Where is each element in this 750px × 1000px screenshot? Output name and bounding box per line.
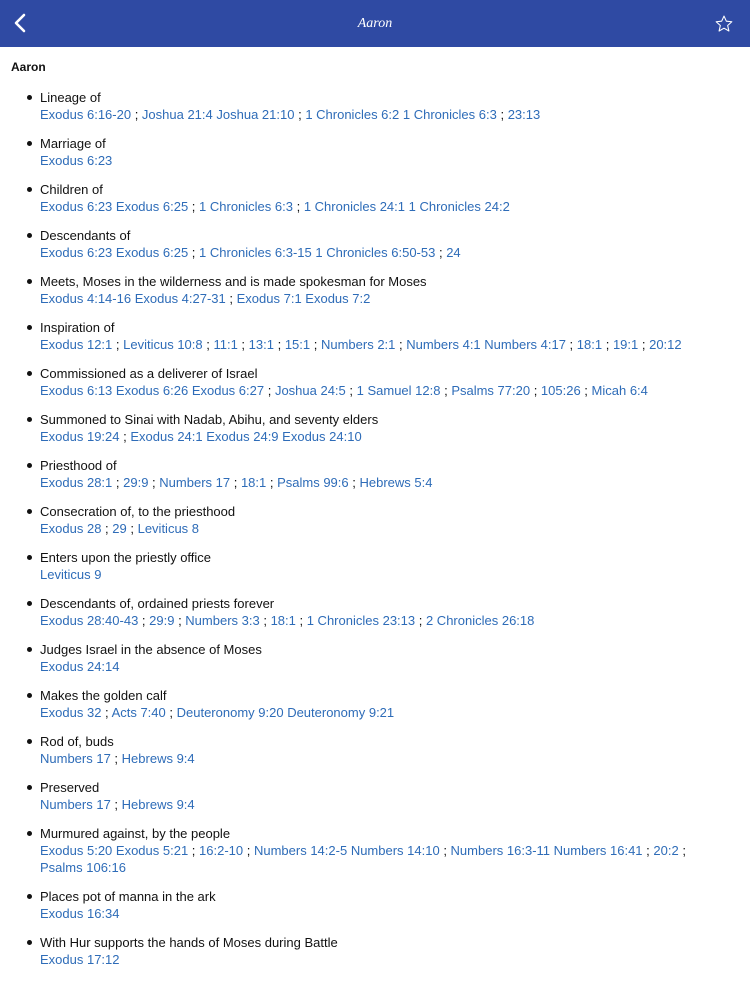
list-item — [0, 181, 750, 215]
verse-link[interactable]: Exodus 6:25 — [115, 245, 189, 260]
verse-link[interactable]: Numbers 17 — [159, 475, 231, 490]
entry-title: Judges Israel in the absence of Moses — [40, 642, 262, 657]
bullet-dot — [27, 601, 32, 606]
verse-link[interactable]: 1 Chronicles 23:13 — [306, 613, 416, 628]
verse-link[interactable]: 18:1 — [576, 337, 603, 352]
list-item — [0, 779, 750, 813]
list-item — [0, 319, 750, 353]
verse-link[interactable]: 19:1 — [612, 337, 639, 352]
verse-link[interactable]: Numbers 16:41 — [553, 843, 643, 858]
entry-title: Inspiration of — [40, 320, 115, 335]
reference-list: Exodus 6:16-20 ; Joshua 21:4 Joshua 21:10 ; 1 Chronicles 6:2 1 Chronicles 6:3 ; 23:13 — [40, 107, 541, 122]
reference-list: Numbers 17 ; Hebrews 9:4 — [40, 797, 195, 812]
verse-link[interactable]: 15:1 — [284, 337, 311, 352]
chevron-left-icon — [13, 13, 27, 33]
verse-link[interactable]: Leviticus 10:8 — [123, 337, 203, 352]
entry-title: Children of — [40, 182, 103, 197]
entry-title: Descendants of — [40, 228, 131, 243]
verse-link[interactable]: 1 Chronicles 6:2 — [305, 107, 400, 122]
bullet-dot — [27, 647, 32, 652]
reference-list — [40, 152, 720, 169]
star-icon — [714, 14, 734, 34]
verse-link[interactable]: 16:2-10 — [199, 843, 244, 858]
verse-link[interactable]: Exodus 6:23 — [40, 199, 113, 214]
favorite-button[interactable] — [710, 10, 738, 38]
list-item — [0, 687, 750, 721]
reference-list — [40, 658, 720, 675]
verse-link[interactable]: Micah 6:4 — [591, 383, 648, 398]
list-item — [0, 549, 750, 583]
list-item — [0, 411, 750, 445]
list-item — [0, 365, 750, 399]
verse-link[interactable]: Numbers 16:3-11 — [450, 843, 551, 858]
verse-link[interactable]: 20:2 — [653, 843, 679, 858]
reference-list — [40, 951, 720, 968]
verse-link[interactable]: Exodus 16:34 — [40, 906, 120, 921]
reference-list: Numbers 17 ; Hebrews 9:4 — [40, 751, 195, 766]
bullet-dot — [27, 371, 32, 376]
verse-link[interactable]: Exodus 4:14-16 — [40, 291, 132, 306]
verse-link[interactable]: Exodus 28 — [40, 521, 102, 536]
reference-list: Exodus 6:23 Exodus 6:25 ; 1 Chronicles 6:3 ; 1 Chronicles 24:1 1 Chronicles 24:2 — [40, 199, 510, 214]
entry-title: Murmured against, by the people — [40, 826, 231, 841]
reference-list: Exodus 28:40-43 ; 29:9 ; Numbers 3:3 ; 18:1 ; 1 Chronicles 23:13 ; 2 Chronicles 26:18 — [40, 613, 535, 628]
bullet-dot — [27, 95, 32, 100]
list-item — [0, 934, 750, 968]
bullet-dot — [27, 187, 32, 192]
entry-title: Enters upon the priestly office — [40, 550, 212, 565]
verse-link[interactable]: Exodus 5:20 — [40, 843, 113, 858]
topic-heading: Aaron — [11, 60, 46, 74]
list-item — [0, 641, 750, 675]
list-item — [0, 825, 750, 876]
verse-link[interactable]: Exodus 6:16-20 — [40, 107, 132, 122]
entry-title: Meets, Moses in the wilderness and is made spokesman for Moses — [40, 274, 427, 289]
reference-list: Exodus 28 ; 29 ; Leviticus 8 — [40, 521, 200, 536]
entry-title: Summoned to Sinai with Nadab, Abihu, and seventy elders — [40, 412, 379, 427]
bullet-dot — [27, 785, 32, 790]
verse-link[interactable]: Exodus 24:9 — [206, 429, 279, 444]
verse-link[interactable]: Numbers 17 — [40, 751, 111, 766]
verse-link[interactable]: 1 Chronicles 24:1 — [303, 199, 405, 214]
verse-link[interactable]: Hebrews 9:4 — [121, 797, 195, 812]
reference-list: Exodus 32 ; Acts 7:40 ; Deuteronomy 9:20 Deuteronomy 9:21 — [40, 705, 395, 720]
verse-link[interactable]: 29:9 — [149, 613, 175, 628]
list-item — [0, 503, 750, 537]
bullet-dot — [27, 417, 32, 422]
verse-link[interactable]: 11:1 — [213, 337, 238, 352]
verse-link[interactable]: Deuteronomy 9:21 — [287, 705, 395, 720]
list-item — [0, 888, 750, 922]
bullet-dot — [27, 325, 32, 330]
verse-link[interactable]: Psalms 77:20 — [451, 383, 531, 398]
verse-link[interactable]: 18:1 — [240, 475, 267, 490]
entry-title: Lineage of — [40, 90, 101, 105]
verse-link[interactable]: Joshua 21:10 — [216, 107, 295, 122]
verse-link[interactable]: Hebrews 5:4 — [359, 475, 433, 490]
verse-link[interactable]: Exodus 24:14 — [40, 659, 120, 674]
reference-list: Exodus 4:14-16 Exodus 4:27-31 ; Exodus 7:1 Exodus 7:2 — [40, 291, 371, 306]
list-item — [0, 89, 750, 123]
verse-link[interactable]: Exodus 6:23 — [40, 245, 113, 260]
list-item — [0, 733, 750, 767]
verse-link[interactable]: Psalms 106:16 — [40, 860, 126, 875]
verse-link[interactable]: 1 Chronicles 6:3-15 — [199, 245, 312, 260]
verse-link[interactable]: 18:1 — [270, 613, 296, 628]
reference-list: Exodus 12:1 ; Leviticus 10:8 ; 11:1 ; 13:1 ; 15:1 ; Numbers 2:1 ; Numbers 4:1 Numbers 4:17 ; 18:1 ; 19:1 ; 20:12 — [40, 337, 682, 352]
verse-link[interactable]: Exodus 28:1 — [40, 475, 113, 490]
verse-link[interactable]: 23:13 — [507, 107, 541, 122]
verse-link[interactable]: 1 Chronicles 24:2 — [408, 199, 510, 214]
verse-link[interactable]: Numbers 14:2-5 — [253, 843, 348, 858]
entry-title: Commissioned as a deliverer of Israel — [40, 366, 258, 381]
entry-title: Descendants of, ordained priests forever — [40, 596, 275, 611]
verse-link[interactable]: 2 Chronicles 26:18 — [425, 613, 535, 628]
verse-link[interactable]: 13:1 — [248, 337, 274, 352]
bullet-dot — [27, 831, 32, 836]
list-item — [0, 595, 750, 629]
verse-link[interactable]: Numbers 3:3 — [185, 613, 260, 628]
bullet-dot — [27, 141, 32, 146]
verse-link[interactable]: Joshua 24:5 — [274, 383, 346, 398]
verse-link[interactable]: Exodus 24:1 — [130, 429, 203, 444]
list-item — [0, 457, 750, 491]
entry-title: Rod of, buds — [40, 734, 114, 749]
entry-title: Consecration of, to the priesthood — [40, 504, 236, 519]
reference-list — [40, 566, 720, 583]
verse-link[interactable]: Exodus 17:12 — [40, 952, 120, 967]
verse-link[interactable]: Leviticus 9 — [40, 567, 102, 582]
verse-link[interactable]: 1 Samuel 12:8 — [356, 383, 441, 398]
verse-link[interactable]: Numbers 17 — [40, 797, 111, 812]
verse-link[interactable]: Deuteronomy 9:20 — [176, 705, 284, 720]
verse-link[interactable]: Acts 7:40 — [111, 705, 166, 720]
verse-link[interactable]: Numbers 4:17 — [484, 337, 566, 352]
verse-link[interactable]: Exodus 28:40-43 — [40, 613, 139, 628]
verse-link[interactable]: Psalms 99:6 — [277, 475, 349, 490]
reference-list: Exodus 19:24 ; Exodus 24:1 Exodus 24:9 Exodus 24:10 — [40, 429, 362, 444]
bullet-dot — [27, 555, 32, 560]
list-item — [0, 273, 750, 307]
verse-link[interactable]: 1 Chronicles 6:50-53 — [315, 245, 436, 260]
verse-link[interactable]: 29 — [112, 521, 127, 536]
verse-link[interactable]: Exodus 6:27 — [191, 383, 265, 398]
bullet-dot — [27, 233, 32, 238]
reference-list: Exodus 28:1 ; 29:9 ; Numbers 17 ; 18:1 ; Psalms 99:6 ; Hebrews 5:4 — [40, 475, 433, 490]
verse-link[interactable]: Numbers 2:1 — [320, 337, 396, 352]
verse-link[interactable]: Exodus 4:27-31 — [134, 291, 226, 306]
entry-list — [0, 89, 750, 968]
reference-list — [40, 905, 720, 922]
verse-link[interactable]: Exodus 12:1 — [40, 337, 113, 352]
verse-link[interactable]: Numbers 14:10 — [350, 843, 440, 858]
verse-link[interactable]: Exodus 6:26 — [115, 383, 189, 398]
verse-link[interactable]: Exodus 6:13 — [40, 383, 113, 398]
verse-link[interactable]: 1 Chronicles 6:3 — [199, 199, 293, 214]
entry-title: Marriage of — [40, 136, 106, 151]
verse-link[interactable]: Leviticus 8 — [137, 521, 200, 536]
verse-link[interactable]: Exodus 5:21 — [115, 843, 189, 858]
reference-list: Exodus 5:20 Exodus 5:21 ; 16:2-10 ; Numbers 14:2-5 Numbers 14:10 ; Numbers 16:3-11 Numbers 16:41 ; 20:2 ; Psalms 106:16 — [40, 843, 686, 875]
back-button[interactable] — [6, 9, 34, 37]
verse-link[interactable]: 24 — [446, 245, 461, 260]
verse-link[interactable]: Joshua 21:4 — [141, 107, 213, 122]
bullet-dot — [27, 509, 32, 514]
list-item — [0, 227, 750, 261]
entry-title: Makes the golden calf — [40, 688, 167, 703]
verse-link[interactable]: Exodus 24:10 — [282, 429, 362, 444]
entry-title: With Hur supports the hands of Moses during Battle — [40, 935, 338, 950]
entry-title: Places pot of manna in the ark — [40, 889, 216, 904]
verse-link[interactable]: Exodus 32 — [40, 705, 102, 720]
topic-content — [0, 47, 750, 968]
nav-bar — [0, 0, 750, 47]
verse-link[interactable]: Exodus 6:23 — [40, 153, 113, 168]
page-title: Aaron — [357, 15, 393, 31]
verse-link[interactable]: 1 Chronicles 6:3 — [402, 107, 497, 122]
bullet-dot — [27, 693, 32, 698]
bullet-dot — [27, 739, 32, 744]
verse-link[interactable]: Hebrews 9:4 — [121, 751, 195, 766]
entry-title: Priesthood of — [40, 458, 117, 473]
verse-link[interactable]: 105:26 — [540, 383, 581, 398]
reference-list: Exodus 6:23 Exodus 6:25 ; 1 Chronicles 6:3-15 1 Chronicles 6:50-53 ; 24 — [40, 245, 461, 260]
list-item — [0, 135, 750, 169]
bullet-dot — [27, 940, 32, 945]
reference-list: Exodus 6:13 Exodus 6:26 Exodus 6:27 ; Joshua 24:5 ; 1 Samuel 12:8 ; Psalms 77:20 ; 105:26 ; Micah 6:4 — [40, 383, 648, 398]
entry-title: Preserved — [40, 780, 100, 795]
bullet-dot — [27, 463, 32, 468]
bullet-dot — [27, 894, 32, 899]
verse-link[interactable]: Exodus 7:1 — [236, 291, 302, 306]
verse-link[interactable]: Exodus 19:24 — [40, 429, 120, 444]
bullet-dot — [27, 279, 32, 284]
verse-link[interactable]: Exodus 6:25 — [115, 199, 189, 214]
verse-link[interactable]: Numbers 4:1 — [406, 337, 481, 352]
verse-link[interactable]: 20:12 — [649, 337, 682, 352]
verse-link[interactable]: Exodus 7:2 — [305, 291, 371, 306]
verse-link[interactable]: 29:9 — [123, 475, 149, 490]
